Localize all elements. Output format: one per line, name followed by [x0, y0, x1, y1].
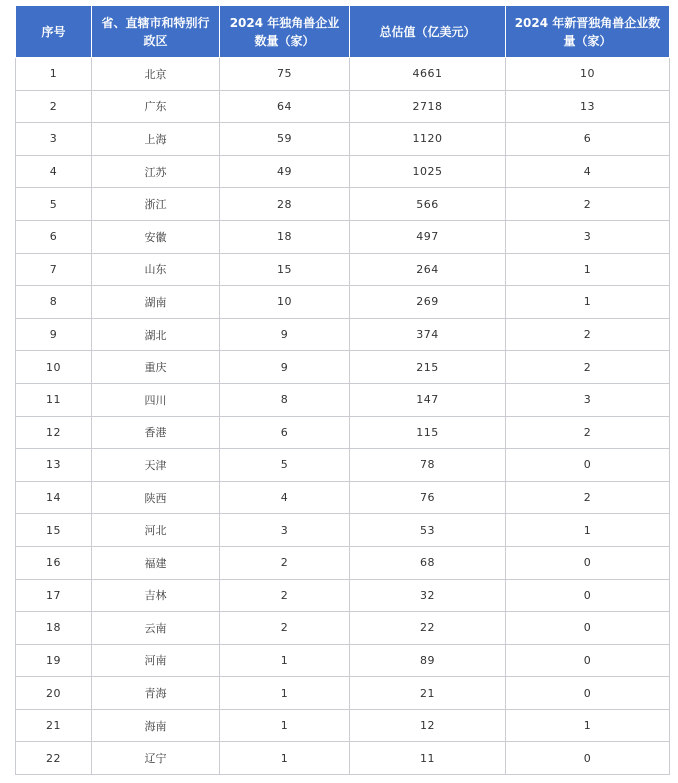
cell-unicorn-count: 4 — [220, 481, 350, 514]
cell-unicorn-count: 8 — [220, 383, 350, 416]
cell-total-valuation: 22 — [350, 612, 506, 645]
cell-unicorn-count: 1 — [220, 742, 350, 775]
cell-unicorn-count: 9 — [220, 351, 350, 384]
cell-new-unicorn-count: 0 — [506, 644, 670, 677]
cell-index: 4 — [16, 155, 92, 188]
table-row — [16, 155, 670, 188]
cell-unicorn-count: 64 — [220, 90, 350, 123]
cell-new-unicorn-count: 0 — [506, 546, 670, 579]
cell-new-unicorn-count: 2 — [506, 188, 670, 221]
cell-new-unicorn-count: 0 — [506, 449, 670, 482]
cell-total-valuation: 115 — [350, 416, 506, 449]
cell-total-valuation: 269 — [350, 286, 506, 319]
cell-total-valuation: 32 — [350, 579, 506, 612]
cell-total-valuation: 147 — [350, 383, 506, 416]
cell-index: 13 — [16, 449, 92, 482]
cell-index: 8 — [16, 286, 92, 319]
cell-total-valuation: 374 — [350, 318, 506, 351]
cell-index: 16 — [16, 546, 92, 579]
table-row — [16, 579, 670, 612]
cell-index: 9 — [16, 318, 92, 351]
cell-unicorn-count: 49 — [220, 155, 350, 188]
cell-region: 海南 — [92, 709, 220, 742]
cell-new-unicorn-count: 3 — [506, 220, 670, 253]
table-row — [16, 351, 670, 384]
cell-new-unicorn-count: 3 — [506, 383, 670, 416]
cell-region: 福建 — [92, 546, 220, 579]
table-row — [16, 188, 670, 221]
cell-index: 12 — [16, 416, 92, 449]
cell-new-unicorn-count: 13 — [506, 90, 670, 123]
table-row — [16, 481, 670, 514]
cell-index: 14 — [16, 481, 92, 514]
cell-new-unicorn-count: 2 — [506, 416, 670, 449]
cell-new-unicorn-count: 1 — [506, 514, 670, 547]
cell-new-unicorn-count: 1 — [506, 709, 670, 742]
cell-region: 江苏 — [92, 155, 220, 188]
cell-unicorn-count: 6 — [220, 416, 350, 449]
table-container — [15, 5, 669, 775]
cell-unicorn-count: 2 — [220, 579, 350, 612]
cell-new-unicorn-count: 0 — [506, 677, 670, 710]
cell-region: 辽宁 — [92, 742, 220, 775]
header-new-unicorn-count: 2024 年新晋独角兽企业数量（家） — [506, 6, 670, 58]
cell-new-unicorn-count: 0 — [506, 612, 670, 645]
cell-index: 2 — [16, 90, 92, 123]
cell-index: 10 — [16, 351, 92, 384]
cell-region: 山东 — [92, 253, 220, 286]
cell-index: 11 — [16, 383, 92, 416]
table-row — [16, 449, 670, 482]
cell-index: 17 — [16, 579, 92, 612]
cell-total-valuation: 68 — [350, 546, 506, 579]
cell-region: 吉林 — [92, 579, 220, 612]
cell-total-valuation: 21 — [350, 677, 506, 710]
cell-new-unicorn-count: 1 — [506, 286, 670, 319]
table-row — [16, 416, 670, 449]
header-row — [16, 6, 670, 58]
cell-index: 21 — [16, 709, 92, 742]
cell-unicorn-count: 1 — [220, 644, 350, 677]
table-row — [16, 644, 670, 677]
cell-region: 云南 — [92, 612, 220, 645]
cell-unicorn-count: 28 — [220, 188, 350, 221]
table-row — [16, 123, 670, 156]
cell-index: 1 — [16, 58, 92, 91]
cell-total-valuation: 566 — [350, 188, 506, 221]
table-row — [16, 709, 670, 742]
cell-region: 天津 — [92, 449, 220, 482]
cell-region: 北京 — [92, 58, 220, 91]
cell-new-unicorn-count: 0 — [506, 579, 670, 612]
cell-total-valuation: 12 — [350, 709, 506, 742]
cell-index: 6 — [16, 220, 92, 253]
cell-new-unicorn-count: 4 — [506, 155, 670, 188]
cell-new-unicorn-count: 0 — [506, 742, 670, 775]
cell-index: 15 — [16, 514, 92, 547]
cell-region: 河北 — [92, 514, 220, 547]
table-row — [16, 286, 670, 319]
table-body — [16, 58, 670, 775]
cell-region: 浙江 — [92, 188, 220, 221]
cell-total-valuation: 11 — [350, 742, 506, 775]
table-row — [16, 514, 670, 547]
cell-region: 香港 — [92, 416, 220, 449]
cell-total-valuation: 215 — [350, 351, 506, 384]
table-row — [16, 677, 670, 710]
cell-new-unicorn-count: 1 — [506, 253, 670, 286]
cell-index: 20 — [16, 677, 92, 710]
cell-region: 安徽 — [92, 220, 220, 253]
cell-new-unicorn-count: 6 — [506, 123, 670, 156]
cell-total-valuation: 2718 — [350, 90, 506, 123]
cell-total-valuation: 76 — [350, 481, 506, 514]
cell-region: 上海 — [92, 123, 220, 156]
table-row — [16, 90, 670, 123]
cell-region: 湖南 — [92, 286, 220, 319]
table-header — [16, 6, 670, 58]
table-row — [16, 383, 670, 416]
cell-index: 7 — [16, 253, 92, 286]
cell-region: 重庆 — [92, 351, 220, 384]
table-row — [16, 318, 670, 351]
table-row — [16, 546, 670, 579]
cell-index: 5 — [16, 188, 92, 221]
cell-unicorn-count: 59 — [220, 123, 350, 156]
cell-new-unicorn-count: 10 — [506, 58, 670, 91]
cell-region: 河南 — [92, 644, 220, 677]
cell-new-unicorn-count: 2 — [506, 481, 670, 514]
cell-unicorn-count: 2 — [220, 546, 350, 579]
header-total-valuation: 总估值（亿美元） — [350, 6, 506, 58]
cell-total-valuation: 89 — [350, 644, 506, 677]
cell-index: 18 — [16, 612, 92, 645]
cell-unicorn-count: 2 — [220, 612, 350, 645]
cell-total-valuation: 1120 — [350, 123, 506, 156]
cell-index: 3 — [16, 123, 92, 156]
cell-unicorn-count: 15 — [220, 253, 350, 286]
cell-region: 青海 — [92, 677, 220, 710]
cell-total-valuation: 53 — [350, 514, 506, 547]
cell-new-unicorn-count: 2 — [506, 351, 670, 384]
cell-unicorn-count: 18 — [220, 220, 350, 253]
table-row — [16, 742, 670, 775]
cell-unicorn-count: 5 — [220, 449, 350, 482]
cell-unicorn-count: 1 — [220, 677, 350, 710]
cell-unicorn-count: 9 — [220, 318, 350, 351]
cell-index: 19 — [16, 644, 92, 677]
header-index: 序号 — [16, 6, 92, 58]
table-row — [16, 253, 670, 286]
unicorn-table — [15, 5, 670, 775]
cell-region: 陕西 — [92, 481, 220, 514]
table-row — [16, 612, 670, 645]
cell-region: 湖北 — [92, 318, 220, 351]
table-row — [16, 58, 670, 91]
cell-region: 广东 — [92, 90, 220, 123]
cell-unicorn-count: 75 — [220, 58, 350, 91]
cell-unicorn-count: 3 — [220, 514, 350, 547]
cell-total-valuation: 1025 — [350, 155, 506, 188]
cell-index: 22 — [16, 742, 92, 775]
header-unicorn-count: 2024 年独角兽企业数量（家） — [220, 6, 350, 58]
header-region: 省、直辖市和特别行政区 — [92, 6, 220, 58]
cell-total-valuation: 4661 — [350, 58, 506, 91]
cell-region: 四川 — [92, 383, 220, 416]
cell-unicorn-count: 1 — [220, 709, 350, 742]
table-row — [16, 220, 670, 253]
cell-total-valuation: 264 — [350, 253, 506, 286]
cell-total-valuation: 78 — [350, 449, 506, 482]
cell-new-unicorn-count: 2 — [506, 318, 670, 351]
cell-unicorn-count: 10 — [220, 286, 350, 319]
cell-total-valuation: 497 — [350, 220, 506, 253]
